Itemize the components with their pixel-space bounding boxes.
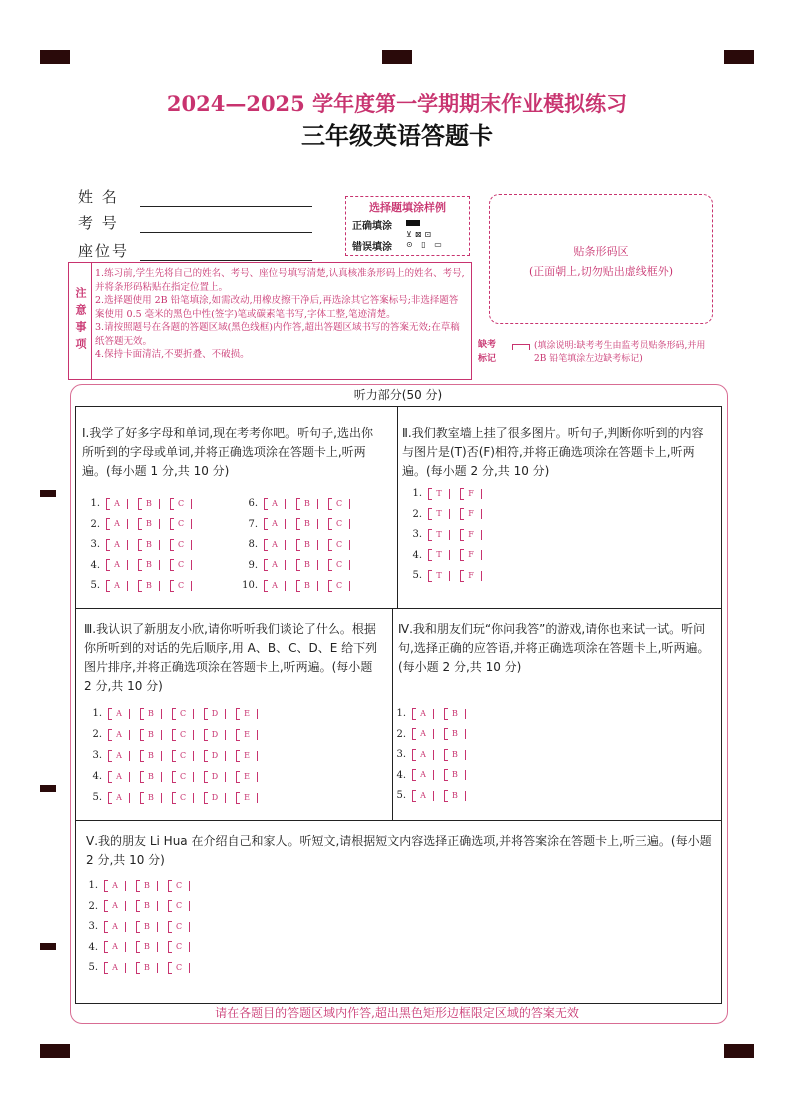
question-number: 1. — [412, 488, 422, 499]
answer-bubble-b[interactable]: B — [444, 729, 466, 739]
answer-row — [386, 790, 476, 801]
answer-bubble-a[interactable]: A — [264, 499, 286, 509]
answer-row — [238, 498, 360, 509]
question-number: 3. — [92, 750, 102, 761]
registration-mark — [40, 490, 56, 497]
answer-bubble-c[interactable]: C — [172, 730, 194, 740]
answer-bubble-d[interactable]: D — [204, 730, 226, 740]
answer-bubble-b[interactable]: B — [138, 519, 160, 529]
answer-bubble-a[interactable]: A — [108, 730, 130, 740]
answer-bubble-f[interactable]: F — [460, 530, 482, 540]
answer-bubble-a[interactable]: A — [264, 581, 286, 591]
question-number: 2. — [412, 508, 422, 520]
answer-bubble-c[interactable]: C — [170, 519, 192, 529]
answer-bubble-c[interactable]: C — [172, 793, 194, 803]
fill-sample-title: 选择题填涂样例 — [369, 201, 446, 214]
answer-bubble-b[interactable]: B — [138, 540, 160, 550]
answer-row — [78, 942, 200, 953]
answer-bubble-b[interactable]: B — [138, 560, 160, 570]
exam-number-label: 考 号 — [78, 214, 119, 232]
registration-mark — [382, 50, 412, 64]
answer-bubble-b[interactable]: B — [296, 499, 318, 509]
answer-bubble-a[interactable]: A — [108, 772, 130, 782]
answer-bubble-t[interactable]: T — [428, 550, 450, 560]
answer-bubble-e[interactable]: E — [236, 793, 258, 803]
answer-bubble-b[interactable]: B — [136, 963, 158, 973]
answer-bubble-a[interactable]: A — [104, 942, 126, 952]
question-number: 4. — [88, 941, 98, 953]
answer-row — [238, 560, 360, 571]
question-number: 3. — [396, 749, 406, 760]
answer-frame — [75, 406, 722, 1004]
absent-checkbox[interactable] — [512, 344, 530, 350]
answer-bubble-c[interactable]: C — [328, 499, 350, 509]
answer-bubble-t[interactable]: T — [428, 530, 450, 540]
answer-bubble-b[interactable]: B — [140, 793, 162, 803]
answer-bubble-c[interactable]: C — [168, 881, 190, 891]
answer-bubble-c[interactable]: C — [328, 519, 350, 529]
card-title: 三年级英语答题卡 — [301, 121, 493, 150]
answer-bubble-b[interactable]: B — [138, 499, 160, 509]
notice-item: 1.练习前,学生先将自己的姓名、考号、座位号填写清楚,认真核准条形码上的姓名、考号,并将条形码粘贴在指定位置上。 — [95, 268, 465, 293]
question-number: 6. — [248, 498, 258, 509]
question-number: 5. — [88, 962, 98, 973]
answer-bubble-b[interactable]: B — [444, 750, 466, 760]
question-number: 10. — [242, 580, 258, 591]
answer-bubble-b[interactable]: B — [296, 581, 318, 591]
registration-mark — [40, 785, 56, 792]
barcode-area — [489, 194, 713, 324]
absent-note: (填涂说明:缺考考生由监考员贴条形码,并用 2B 铅笔填涂左边缺考标记) — [534, 341, 706, 364]
answer-bubble-e[interactable]: E — [236, 772, 258, 782]
answer-bubble-f[interactable]: F — [460, 571, 482, 581]
absent-label: 缺考标记 — [478, 340, 497, 364]
section-2-instructions: Ⅱ.我们教室墙上挂了很多图片。听句子,判断你听到的内容与图片是(T)否(F)相符,并将正确选项涂在答题卡上,听两遍。(每小题 2 分,共 10 分) — [402, 426, 704, 478]
answer-bubble-f[interactable]: F — [460, 550, 482, 560]
question-number: 4. — [92, 771, 102, 782]
exam-number-field[interactable] — [78, 212, 312, 233]
answer-bubble-b[interactable]: B — [140, 772, 162, 782]
answer-bubble-a[interactable]: A — [412, 709, 434, 719]
answer-row — [80, 519, 202, 530]
question-number: 3. — [412, 529, 422, 540]
answer-row — [402, 509, 492, 520]
section-4-instructions: Ⅳ.我和朋友们玩“你问我答”的游戏,请你也来试一试。听问句,选择正确的应答语,并将正确选项涂在答题卡上,听两遍。(每小题 2 分,共 10 分) — [398, 622, 710, 674]
question-number: 5. — [92, 792, 102, 803]
answer-bubble-b[interactable]: B — [140, 751, 162, 761]
answer-bubble-a[interactable]: A — [106, 581, 128, 591]
question-number: 1. — [396, 708, 406, 719]
answer-bubble-c[interactable]: C — [170, 499, 192, 509]
answer-bubble-a[interactable]: A — [106, 499, 128, 509]
answer-bubble-f[interactable]: F — [460, 509, 482, 519]
answer-bubble-a[interactable]: A — [104, 901, 126, 911]
answer-bubble-c[interactable]: C — [168, 901, 190, 911]
answer-row — [82, 708, 268, 719]
answer-bubble-a[interactable]: A — [412, 791, 434, 801]
answer-bubble-b[interactable]: B — [444, 770, 466, 780]
answer-bubble-b[interactable]: B — [138, 581, 160, 591]
question-number: 2. — [90, 518, 100, 530]
answer-bubble-c[interactable]: C — [168, 942, 190, 952]
registration-mark — [40, 1044, 70, 1058]
answer-row — [386, 708, 476, 719]
answer-row — [82, 750, 268, 761]
answer-bubble-c[interactable]: C — [172, 709, 194, 719]
answer-bubble-a[interactable]: A — [108, 793, 130, 803]
answer-bubble-e[interactable]: E — [236, 751, 258, 761]
wrong-fill-icons: ⊻⊠⊡ — [406, 230, 435, 239]
question-number: 4. — [412, 549, 422, 561]
exam-title: 2024—2025 学年度第一学期期末作业模拟练习 — [166, 91, 628, 116]
question-number: 5. — [412, 570, 422, 581]
answer-row — [238, 519, 360, 530]
answer-row — [78, 901, 200, 912]
answer-bubble-c[interactable]: C — [328, 540, 350, 550]
answer-row — [386, 749, 476, 760]
divider — [75, 608, 722, 609]
seat-number-field[interactable] — [78, 240, 312, 261]
name-field[interactable] — [78, 186, 312, 207]
fill-sample-box — [345, 196, 470, 256]
registration-mark — [40, 943, 56, 950]
answer-bubble-b[interactable]: B — [296, 540, 318, 550]
answer-bubble-t[interactable]: T — [428, 509, 450, 519]
barcode-title: 贴条形码区 — [573, 245, 629, 258]
answer-bubble-c[interactable]: C — [328, 560, 350, 570]
answer-bubble-e[interactable]: E — [236, 730, 258, 740]
registration-mark — [724, 50, 754, 64]
answer-bubble-a[interactable]: A — [264, 519, 286, 529]
answer-bubble-b[interactable]: B — [140, 730, 162, 740]
answer-bubble-a[interactable]: A — [106, 540, 128, 550]
notice-item: 3.请按照题号在各题的答题区域(黑色线框)内作答,超出答题区域书写的答案无效;在草稿纸答题无效。 — [95, 322, 460, 347]
answer-bubble-c[interactable]: C — [172, 772, 194, 782]
answer-bubble-a[interactable]: A — [108, 709, 130, 719]
answer-row — [82, 792, 268, 803]
question-number: 3. — [88, 921, 98, 932]
question-number: 4. — [396, 769, 406, 781]
question-number: 1. — [88, 880, 98, 891]
answer-bubble-c[interactable]: C — [170, 560, 192, 570]
notice-item: 4.保持卡面清洁,不要折叠、不破损。 — [95, 349, 250, 360]
seat-number-label: 座位号 — [78, 242, 130, 260]
barcode-subtitle: (正面朝上,切勿贴出虚线框外) — [528, 265, 674, 278]
notice-item: 2.选择题使用 2B 铅笔填涂,如需改动,用橡皮擦干净后,再选涂其它答案标号;非选择题答案使用 0.5 毫米的黑色中性(签字)笔或碳素笔书写,字体工整,笔迹清楚。 — [95, 295, 459, 320]
answer-bubble-a[interactable]: A — [104, 922, 126, 932]
answer-bubble-c[interactable]: C — [170, 540, 192, 550]
answer-bubble-a[interactable]: A — [104, 881, 126, 891]
answer-bubble-a[interactable]: A — [104, 963, 126, 973]
notice-side-text: 注意事项 — [74, 287, 87, 355]
answer-row — [82, 771, 268, 782]
answer-row — [78, 921, 200, 932]
answer-bubble-a[interactable]: A — [264, 540, 286, 550]
answer-bubble-d[interactable]: D — [204, 751, 226, 761]
answer-bubble-t[interactable]: T — [428, 489, 450, 499]
answer-bubble-a[interactable]: A — [412, 770, 434, 780]
correct-fill-icon — [406, 220, 420, 226]
question-number: 2. — [88, 900, 98, 912]
answer-bubble-c[interactable]: C — [172, 751, 194, 761]
divider — [75, 820, 722, 821]
answer-bubble-b[interactable]: B — [296, 560, 318, 570]
answer-bubble-a[interactable]: A — [264, 560, 286, 570]
answer-bubble-b[interactable]: B — [136, 901, 158, 911]
answer-bubble-b[interactable]: B — [140, 709, 162, 719]
answer-row — [78, 880, 200, 891]
question-number: 2. — [396, 728, 406, 740]
wrong-fill-label: 错误填涂 — [352, 242, 392, 253]
listening-heading: 听力部分(50 分) — [353, 388, 443, 402]
answer-row — [402, 488, 492, 499]
answer-row — [82, 729, 268, 740]
answer-bubble-a[interactable]: A — [106, 560, 128, 570]
answer-row — [80, 539, 202, 550]
notice-side-label — [69, 263, 92, 379]
section-3-instructions: Ⅲ.我认识了新朋友小欣,请你听听我们谈论了什么。根据你所听到的对话的先后顺序,用 A、B、C、D、E 给下列图片排序,并将正确选项涂在答题卡上,听两遍。(每小题 2 分,共 10 分) — [84, 622, 378, 693]
question-number: 5. — [396, 790, 406, 801]
answer-bubble-b[interactable]: B — [136, 922, 158, 932]
answer-bubble-f[interactable]: F — [460, 489, 482, 499]
answer-row — [80, 560, 202, 571]
answer-row — [80, 580, 202, 591]
answer-bubble-c[interactable]: C — [168, 922, 190, 932]
section-1-instructions: Ⅰ.我学了好多字母和单词,现在考考你吧。听句子,选出你所听到的字母或单词,并将正确选项涂在答题卡上,听两遍。(每小题 1 分,共 10 分) — [82, 426, 373, 478]
registration-mark — [40, 50, 70, 64]
answer-bubble-b[interactable]: B — [136, 942, 158, 952]
answer-row — [238, 539, 360, 550]
question-number: 3. — [90, 539, 100, 550]
answer-bubble-d[interactable]: D — [204, 709, 226, 719]
correct-fill-label: 正确填涂 — [352, 221, 392, 232]
question-number: 1. — [90, 498, 100, 509]
answer-bubble-a[interactable]: A — [412, 750, 434, 760]
answer-bubble-a[interactable]: A — [108, 751, 130, 761]
question-number: 4. — [90, 559, 100, 571]
question-number: 5. — [90, 580, 100, 591]
answer-bubble-c[interactable]: C — [328, 581, 350, 591]
answer-bubble-c[interactable]: C — [168, 963, 190, 973]
answer-row — [402, 529, 492, 540]
question-number: 9. — [248, 559, 258, 571]
registration-mark — [724, 1044, 754, 1058]
answer-bubble-t[interactable]: T — [428, 571, 450, 581]
divider — [397, 406, 398, 609]
answer-bubble-b[interactable]: B — [444, 791, 466, 801]
name-label: 姓 名 — [78, 188, 119, 206]
answer-bubble-b[interactable]: B — [296, 519, 318, 529]
question-number: 8. — [248, 539, 258, 550]
section-5-instructions: Ⅴ.我的朋友 Li Hua 在介绍自己和家人。听短文,请根据短文内容选择正确选项,并将答案涂在答题卡上,听三遍。(每小题 2 分,共 10 分) — [86, 834, 712, 867]
answer-bubble-a[interactable]: A — [412, 729, 434, 739]
answer-row — [386, 729, 476, 740]
answer-bubble-b[interactable]: B — [136, 881, 158, 891]
answer-row — [386, 770, 476, 781]
answer-row — [238, 580, 360, 591]
notice-box — [68, 262, 472, 380]
answer-row — [402, 570, 492, 581]
question-number: 2. — [92, 729, 102, 740]
answer-row — [402, 550, 492, 561]
answer-row — [78, 962, 200, 973]
answer-bubble-d[interactable]: D — [204, 772, 226, 782]
wrong-fill-icons-2: ⊙ ▯ ▭ — [406, 240, 445, 249]
answer-row — [80, 498, 202, 509]
answer-bubble-a[interactable]: A — [106, 519, 128, 529]
question-number: 7. — [248, 518, 258, 530]
footer-warning: 请在各题目的答题区域内作答,超出黑色矩形边框限定区域的答案无效 — [215, 1006, 579, 1020]
absent-mark-area — [478, 338, 710, 368]
answer-bubble-e[interactable]: E — [236, 709, 258, 719]
question-number: 1. — [92, 708, 102, 719]
answer-bubble-c[interactable]: C — [170, 581, 192, 591]
answer-bubble-d[interactable]: D — [204, 793, 226, 803]
answer-bubble-b[interactable]: B — [444, 709, 466, 719]
